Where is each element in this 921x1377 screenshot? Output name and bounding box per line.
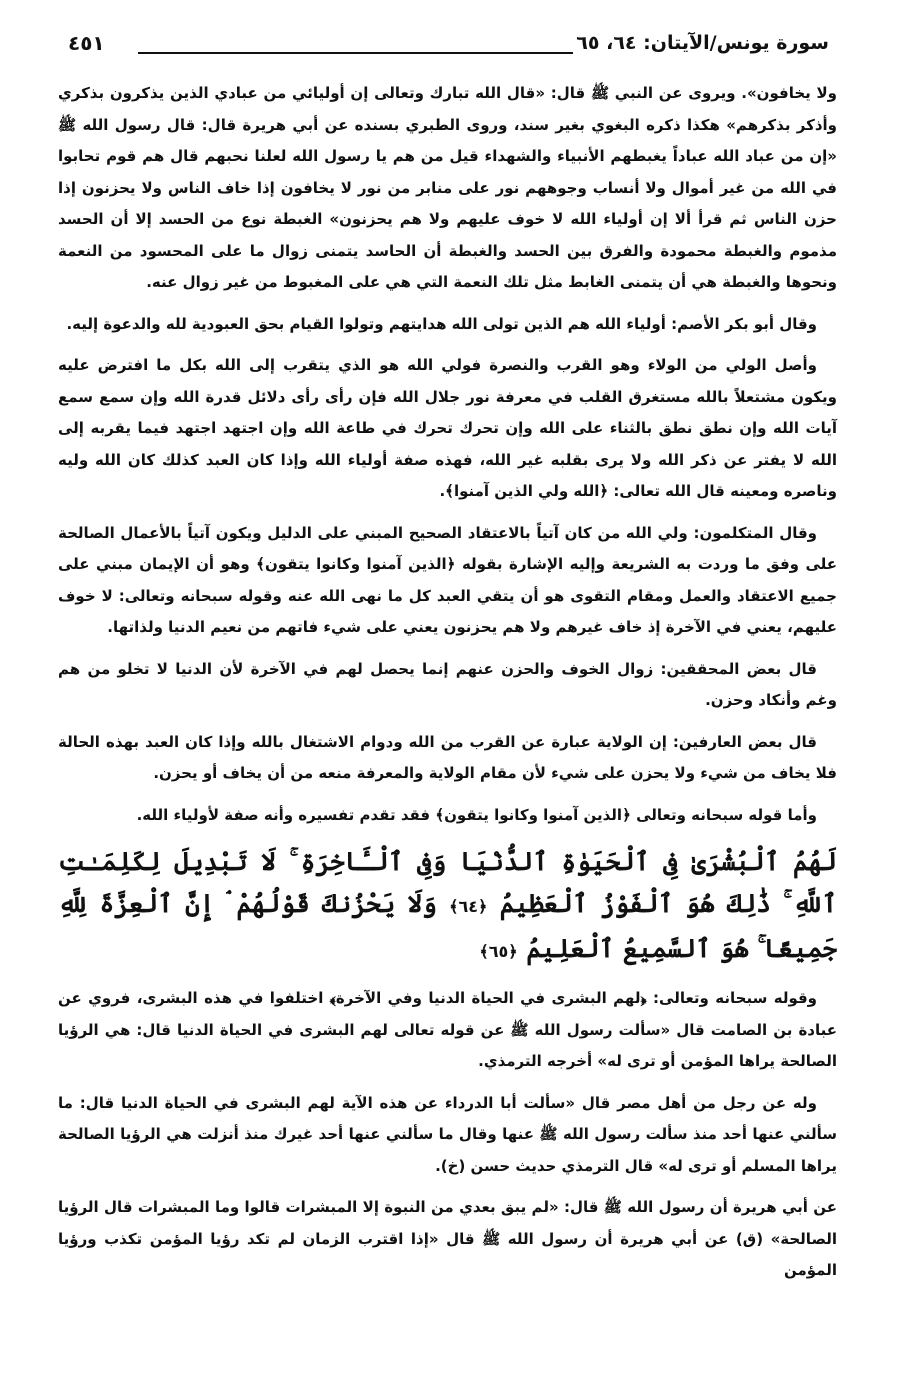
quran-verse [58,841,837,973]
ayah-number-64: ﴿٦٤﴾ [449,897,488,916]
page-header [68,28,829,68]
paragraph: وقوله سبحانه وتعالى: ﴿لهم البشرى في الحياة الدنيا وفي الآخرة﴾ اختلفوا في هذه البشرى، فروي عن عبادة بن الصامت قال «سألت رسول الله ﷺ عن قوله تعالى لهم البشرى في الحياة الدنيا قال: هي الرؤيا الصالحة يراها المؤمن أو ترى له» أخرجه الترمذي. [58,989,837,1070]
paragraph: عن أبي هريرة أن رسول الله ﷺ قال: «لم يبق بعدي من النبوة إلا المبشرات قالوا وما المبشرات قال الرؤيا الصالحة» (ق) عن أبي هريرة أن رسول الله ﷺ قال «إذا اقترب الزمان لم تكد رؤيا المؤمن تكذب ورؤيا المؤمن [58,1198,837,1279]
paragraph: وله عن رجل من أهل مصر قال «سألت أبا الدرداء عن هذه الآية لهم البشرى في الحياة الدنيا قال: ما سألني عنها أحد منذ سألت رسول الله ﷺ عنها وقال ما سألني عنها أحد غيرك منذ أنزلت هي الرؤيا الصالحة يراها المسلم أو ترى له» قال الترمذي حديث حسن (خ). [58,1093,837,1175]
paragraph: قال بعض العارفين: إن الولاية عبارة عن القرب من الله ودوام الاشتغال بالله وإذا كان العبد بهذه الحالة فلا يخاف من شيء ولا يحزن على شيء لأن مقام الولاية والمعرفة منعه من أن يخاف أو يحزن. [58,732,837,782]
paragraph: وقال المتكلمون: ولي الله من كان آتياً بالاعتقاد الصحيح المبني على الدليل ويكون آتياً بالأعمال الصالحة على وفق ما وردت به الشريعة وإليه الإشارة بقوله ﴿الذين آمنوا وكانوا يتقون﴾ وهو أن الإيمان مبني على جميع الاعتقاد والعمل ومقام التقوى هو أن يتقي العبد كل ما نهى الله عنه وقوله سبحانه وتعالى: لا خوف عليهم، يعني في الآخرة إذ خاف غيرهم ولا هم يحزنون يعني على شيء فاتهم من نعيم الدنيا ولذاتها. [58,523,837,636]
surah-title: سورة يونس/الآيتان: ٦٤، ٦٥ [576,32,829,54]
verse-text-65: وَلَا يَحْزُنكَ قَوْلُهُمْ ۘ إِنَّ ٱلْعِزَّةَ لِلَّهِ جَمِيعًا ۚ هُوَ ٱلسَّمِيعُ ٱلْعَلِيمُ [58,889,837,963]
header-rule [138,52,573,54]
paragraph: وقال أبو بكر الأصم: أولياء الله هم الذين تولى الله هدايتهم وتولوا القيام بحق العبودية لله والدعوة إليه. [66,314,817,333]
paragraph: ولا يخافون». ويروى عن النبي ﷺ قال: «قال الله تبارك وتعالى إن أوليائي من عبادي الذين يذكرون بذكري وأذكر بذكرهم» هكذا ذكره البغوي بغير سند، وروى الطبري بسنده عن أبي هريرة قال: قال رسول الله ﷺ «إن من عباد الله عباداً يغبطهم الأنبياء والشهداء قيل من هم يا رسول الله لعلنا نحبهم قال هم قوم تحابوا في الله من غير أموال ولا أنساب وجوههم نور على منابر من نور لا يخافون إذا خاف الناس ولا يحزنون إذا حزن الناس ثم قرأ ألا إن أولياء الله لا خوف عليهم ولا هم يحزنون» الغبطة نوع من الحسد إلا أن الحسد مذموم والغبطة محمودة والفرق بين الحسد والغبطة أن الحاسد يتمنى زوال ما على المحسود من النعمة ونحوها والغبطة هي أن يتمنى الغابط مثل تلك النعمة التي هي على المغبوط من غير زوال عنه. [58,84,837,291]
paragraph: وأصل الولي من الولاء وهو القرب والنصرة فولي الله هو الذي يتقرب إلى الله بكل ما افترض عليه ويكون مشتعلاً بالله مستغرق القلب في معرفة نور جلال الله فإن رأى رأى دلائل قدرة الله وإن سمع سمع آيات الله وإن نطق نطق بالثناء على الله وإن تحرك تحرك في طاعة الله وإن اجتهد اجتهد فيما يقربه إلى الله لا يفتر عن ذكر الله ولا يرى بقلبه غير الله، فهذه صفة أولياء الله وإذا كان العبد كذلك كان الله وليه وناصره ومعينه قال الله تعالى: ﴿الله ولي الذين آمنوا﴾. [58,356,837,500]
page-number: ٤٥١ [68,31,105,55]
paragraph: قال بعض المحققين: زوال الخوف والحزن عنهم إنما يحصل لهم في الآخرة لأن الدنيا لا تخلو من هم وغم وأنكاد وحزن. [58,659,837,709]
ayah-number-65: ﴿٦٥﴾ [479,942,518,961]
verse-text-64: لَهُمُ ٱلْبُشْرَىٰ فِى ٱلْحَيَوٰةِ ٱلدُّنْيَا وَفِى ٱلْـَٔاخِرَةِ ۚ لَا تَبْدِيلَ لِكَلِمَـٰتِ ٱللَّهِ ۚ ذَٰلِكَ هُوَ ٱلْفَوْزُ ٱلْعَظِيمُ [58,847,837,918]
paragraph: وأما قوله سبحانه وتعالى ﴿الذين آمنوا وكانوا يتقون﴾ فقد تقدم تفسيره وأنه صفة لأولياء الله. [136,805,817,824]
page-body [58,78,837,1297]
